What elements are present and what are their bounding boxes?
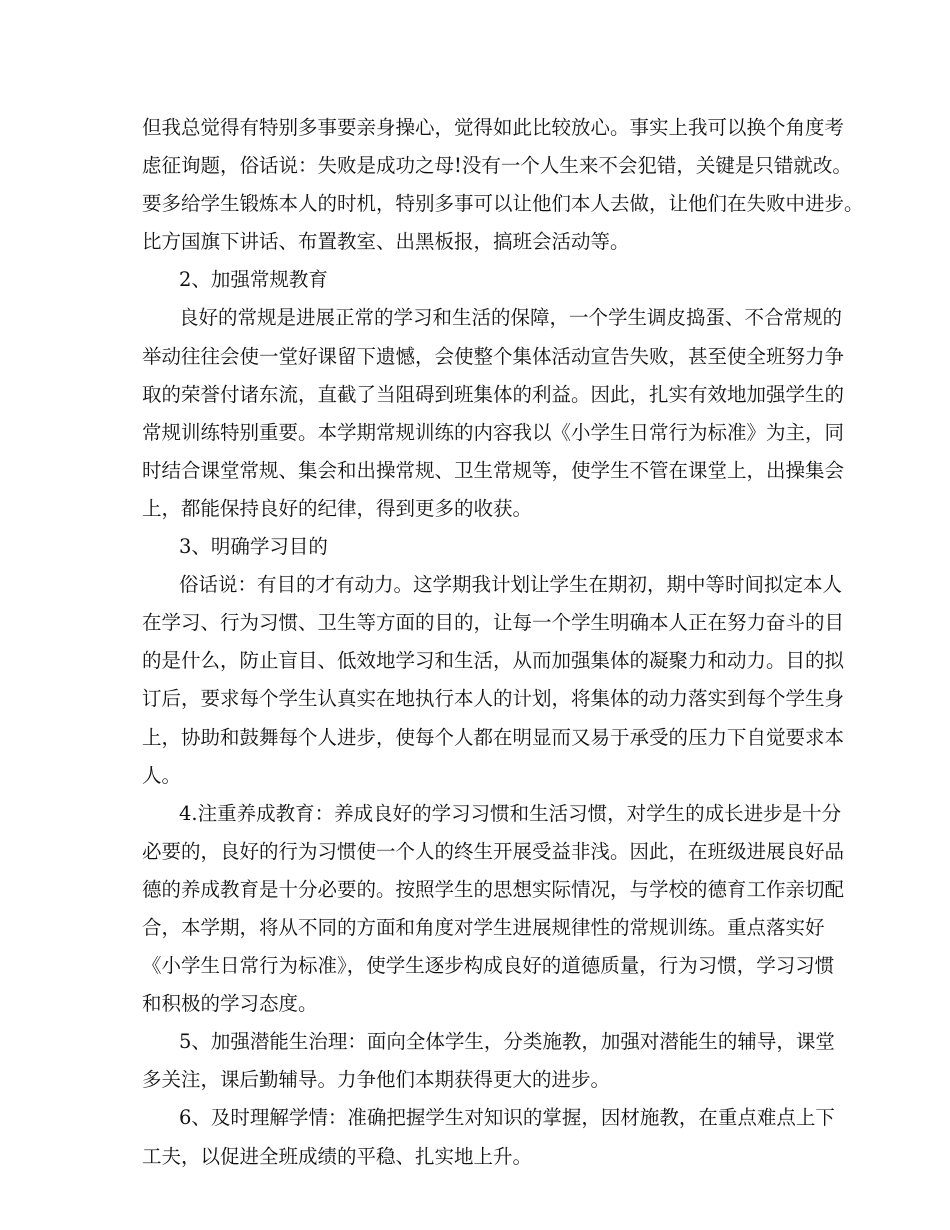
text-line: 3、明确学习目的 bbox=[179, 535, 328, 559]
text-line: 常规训练特别重要。本学期常规训练的内容我以《小学生日常行为标准》为主，同 bbox=[142, 420, 845, 444]
text-line: 时结合课堂常规、集会和出操常规、卫生常规等，使学生不管在课堂上，出操集会 bbox=[142, 458, 845, 482]
text-line: 要多给学生锻炼本人的时机，特别多事可以让他们本人去做，让他们在失败中进步。 bbox=[142, 192, 864, 216]
text-line: 但我总觉得有特别多事要亲身操心，觉得如此比较放心。事实上我可以换个角度考 bbox=[142, 116, 845, 139]
text-line: 6、及时理解学情：准确把握学生对知识的掌握，因材施教，在重点难点上下 bbox=[179, 1106, 835, 1130]
text-line: 比方国旗下讲话、布置教室、出黑板报，搞班会活动等。 bbox=[142, 230, 630, 254]
text-line: 5、加强潜能生治理：面向全体学生，分类施教，加强对潜能生的辅导，课堂 bbox=[179, 1030, 835, 1054]
text-line: 人。 bbox=[142, 763, 182, 787]
text-line: 必要的，良好的行为习惯使一个人的终生开展受益非浅。因此，在班级进展良好品 bbox=[142, 839, 845, 863]
text-line: 虑征询题，俗话说：失败是成功之母!没有一个人生来不会犯错，关键是只错就改。 bbox=[142, 154, 852, 178]
text-line: 4.注重养成教育：养成良好的学习习惯和生活习惯，对学生的成长进步是十分 bbox=[179, 801, 842, 825]
text-line: 合，本学期，将从不同的方面和角度对学生进展规律性的常规训练。重点落实好 bbox=[142, 915, 825, 939]
text-line: 举动往往会使一堂好课留下遗憾，会使整个集体活动宣告失败，甚至使全班努力争 bbox=[142, 344, 845, 368]
text-line: 俗话说：有目的才有动力。这学期我计划让学生在期初，期中等时间拟定本人 bbox=[179, 573, 843, 597]
text-line: 《小学生日常行为标准》，使学生逐步构成良好的道德质量，行为习惯，学习习惯 bbox=[142, 954, 835, 978]
text-line: 良好的常规是进展正常的学习和生活的保障，一个学生调皮捣蛋、不合常规的 bbox=[179, 306, 843, 330]
text-line: 在学习、行为习惯、卫生等方面的目的，让每一个学生明确本人正在努力奋斗的目 bbox=[142, 611, 845, 635]
text-line: 上，协助和鼓舞每个人进步，使每个人都在明显而又易于承受的压力下自觉要求本 bbox=[142, 725, 845, 749]
text-line: 多关注，课后勤辅导。力争他们本期获得更大的进步。 bbox=[142, 1068, 611, 1092]
text-line: 取的荣誉付诸东流，直截了当阻碍到班集体的利益。因此，扎实有效地加强学生的 bbox=[142, 382, 845, 406]
text-line: 和积极的学习态度。 bbox=[142, 992, 318, 1016]
text-line: 工夫，以促进全班成绩的平稳、扎实地上升。 bbox=[142, 1144, 533, 1168]
text-line: 的是什么，防止盲目、低效地学习和生活，从而加强集体的凝聚力和动力。目的拟 bbox=[142, 649, 845, 673]
text-line: 订后，要求每个学生认真实在地执行本人的计划，将集体的动力落实到每个学生身 bbox=[142, 687, 845, 711]
text-line: 德的养成教育是十分必要的。按照学生的思想实际情况，与学校的德育工作亲切配 bbox=[142, 877, 845, 901]
text-line: 上，都能保持良好的纪律，得到更多的收获。 bbox=[142, 496, 533, 520]
document-body bbox=[142, 109, 864, 1176]
text-line: 2、加强常规教育 bbox=[179, 268, 328, 292]
